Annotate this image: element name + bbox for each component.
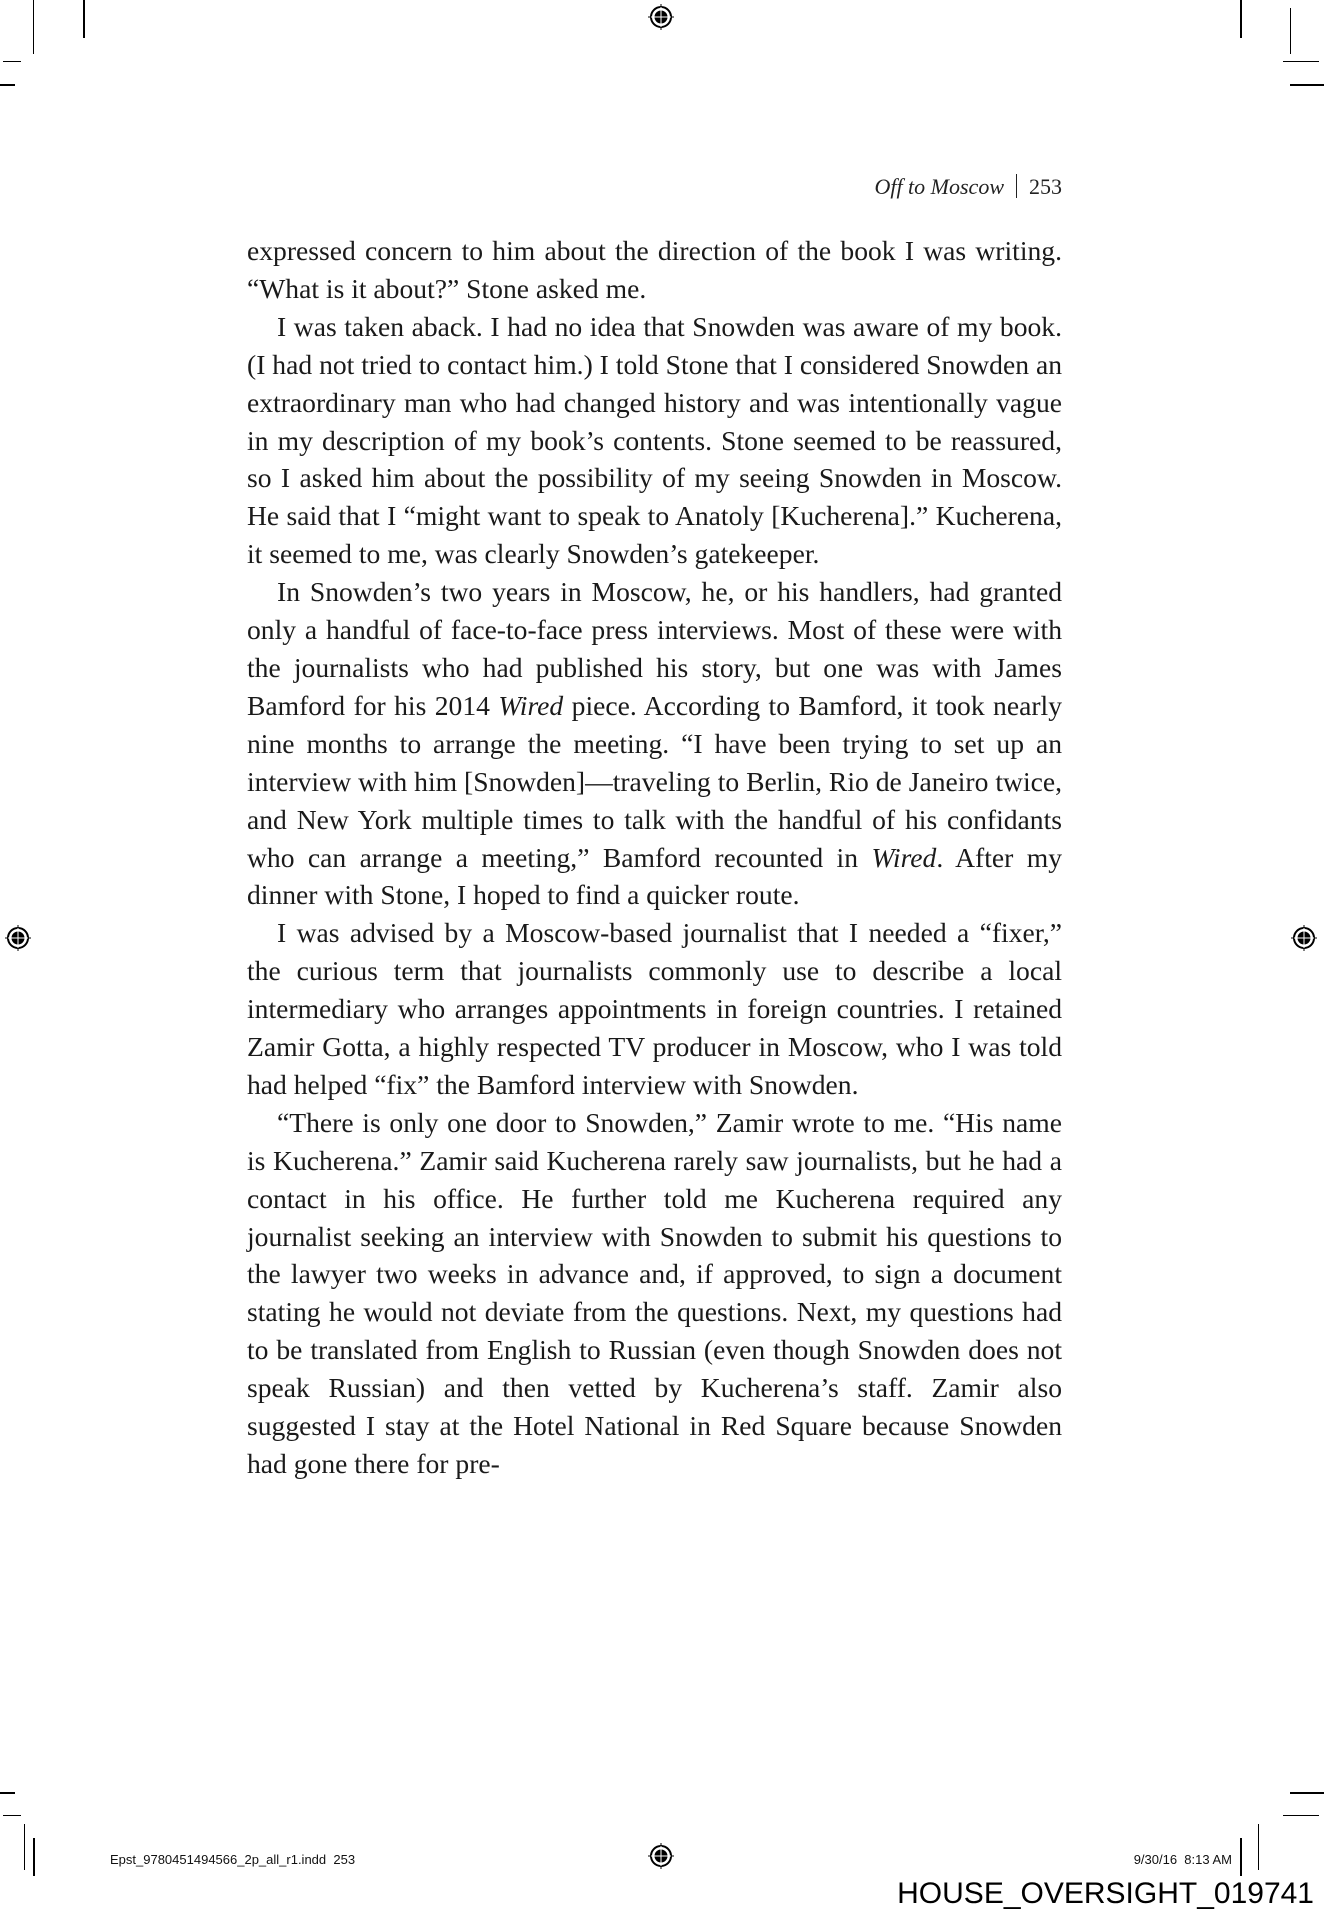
crop-mark (0, 84, 15, 86)
chapter-title: Off to Moscow (874, 174, 1004, 199)
crop-mark (1240, 0, 1242, 38)
running-head (874, 174, 1062, 200)
paragraph (247, 914, 1062, 1104)
crop-mark (1258, 1824, 1259, 1870)
crop-mark (3, 61, 21, 62)
registration-mark-icon (648, 1843, 674, 1869)
paragraph (247, 1104, 1062, 1483)
crop-mark (83, 0, 85, 38)
text-segment: In Snowden’s two years in Moscow, he, or his handlers, had granted only a handful of face-to-face press interviews. Most of these were with the journalists who had published his story, but one was with James Bamford for his 2014 (247, 576, 1062, 721)
slug-page: 253 (333, 1852, 356, 1867)
slug-time: 8:13 AM (1184, 1852, 1232, 1867)
paragraph (247, 573, 1062, 914)
italic-title: Wired (871, 841, 937, 873)
crop-mark (1290, 1792, 1324, 1794)
crop-mark (0, 1792, 15, 1794)
text-segment: piece. According to Bamford, it took nearly nine months to arrange the meeting. “I have been trying to set up an interview with him [Snowden]—traveling to Berlin, Rio de Janeiro twice, and New York multiple times to talk with the handful of his confidants who can arrange a meeting,” Bamford recounted in (247, 689, 1063, 873)
crop-mark (33, 0, 34, 54)
crop-mark (1290, 84, 1324, 86)
registration-mark-icon (648, 4, 674, 30)
crop-mark (24, 1824, 25, 1870)
crop-mark (1290, 8, 1291, 54)
slug-date: 9/30/16 (1133, 1852, 1178, 1867)
paragraph (247, 308, 1062, 573)
slug-file-name: Epst_9780451494566_2p_all_r1.indd (110, 1852, 327, 1867)
text-segment: . After my dinner with Stone, I hoped to find a quicker route. (247, 841, 1063, 911)
italic-title: Wired (498, 689, 564, 721)
crop-mark (1240, 1838, 1242, 1876)
crop-mark (33, 1838, 35, 1876)
crop-mark (1283, 61, 1319, 62)
text-segment: expressed concern to him about the direction of the book I was writing. “What is it about?” Stone asked me. (247, 235, 1062, 304)
slug-timestamp (1134, 1852, 1232, 1867)
registration-mark-icon (1291, 925, 1317, 951)
body-text (247, 232, 1062, 1483)
text-segment: I was taken aback. I had no idea that Snowden was aware of my book. (I had not tried to contact him.) I told Stone that I considered Snowden an extraordinary man who had changed history and was intentionally vague in my description of my book’s contents. Stone seemed to be reassured, so I asked him about the possibility of my seeing Snowden in Moscow. He said that I “might want to speak to Anatoly [Kucherena].” Kucherena, it seemed to me, was clearly Snowden’s gatekeeper. (247, 310, 1062, 570)
text-segment: “There is only one door to Snowden,” Zamir wrote to me. “His name is Kucherena.” Zamir said Kucherena rarely saw journalists, but he had a contact in his office. He further told me Kucherena required any journalist seeking an interview with Snowden to submit his questions to the lawyer two weeks in advance and, if approved, to sign a document stating he would not deviate from the questions. Next, my questions had to be translated from English to Russian (even though Snowden does not speak Russian) and then vetted by Kucherena’s staff. Zamir also suggested I stay at the Hotel National in Red Square because Snowden had gone there for pre- (247, 1106, 1062, 1479)
text-segment: I was advised by a Moscow-based journalist that I needed a “fixer,” the curious term that journalists commonly use to describe a local intermediary who arranges appointments in foreign countries. I retained Zamir Gotta, a highly respected TV producer in Moscow, who I was told had helped “fix” the Bamford interview with Snowden. (247, 917, 1062, 1100)
bates-number: HOUSE_OVERSIGHT_019741 (897, 1877, 1314, 1910)
crop-mark (3, 1815, 21, 1816)
registration-mark-icon (5, 925, 31, 951)
running-head-divider (1016, 174, 1017, 198)
paragraph (247, 232, 1062, 308)
slug-file-info (110, 1852, 355, 1867)
crop-mark (1283, 1815, 1319, 1816)
page-number: 253 (1029, 174, 1062, 199)
